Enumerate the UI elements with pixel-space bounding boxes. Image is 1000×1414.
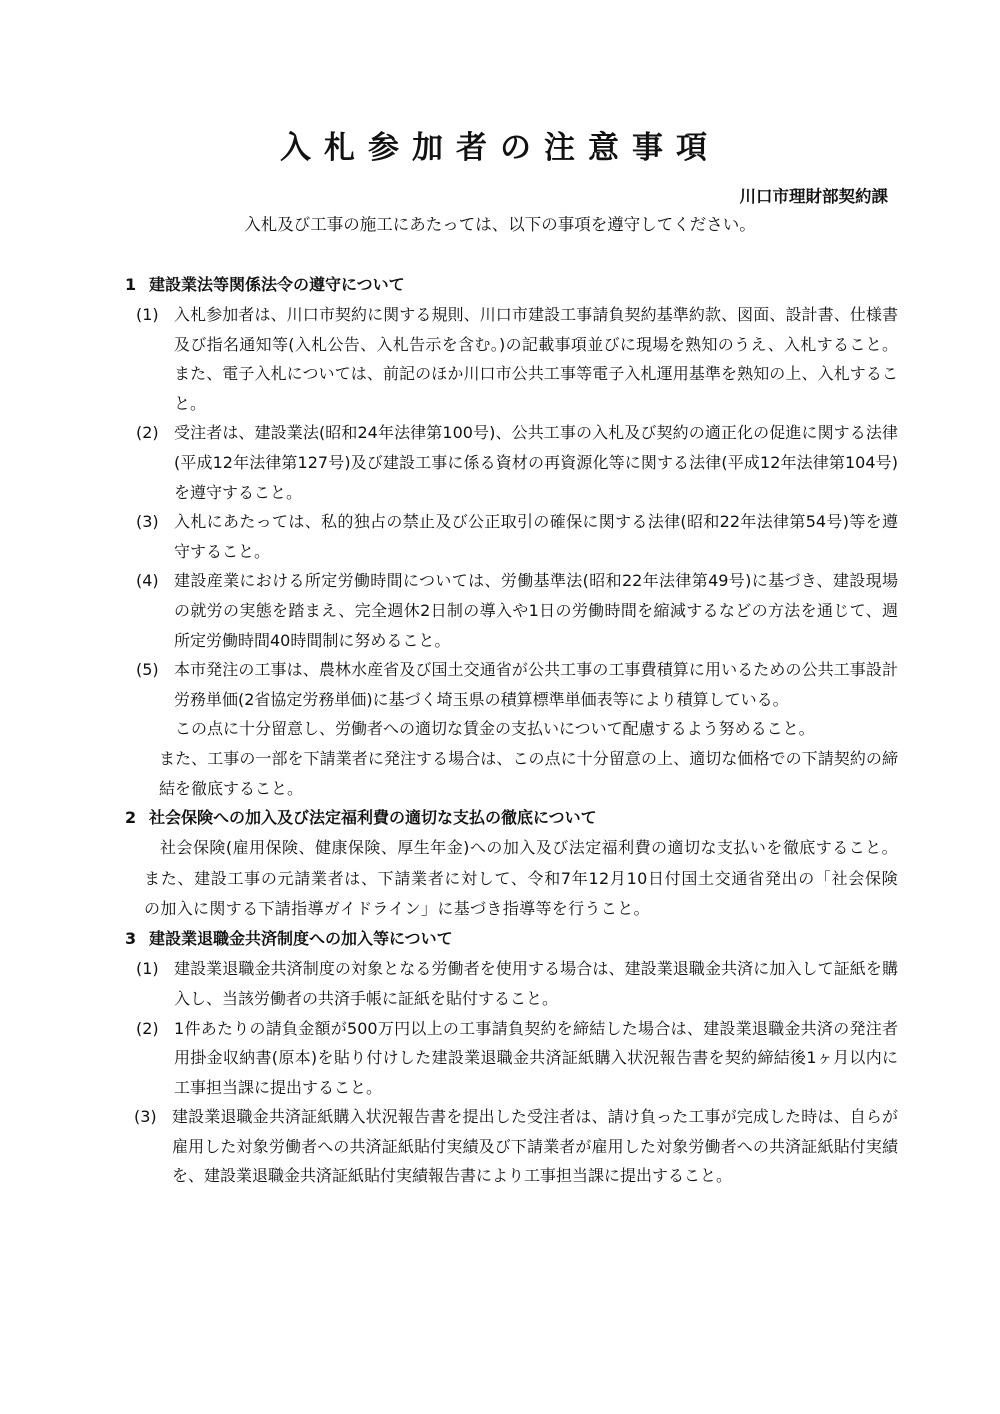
- intro-text: 入札及び工事の施工にあたっては、以下の事項を遵守してください。: [244, 215, 756, 234]
- document-body: [120, 270, 898, 1191]
- item-number: (3): [136, 512, 159, 532]
- section-title: 社会保険への加入及び法定福利費の適切な支払の徹底について: [149, 808, 597, 828]
- section-number: 3: [125, 929, 137, 949]
- document-title: 入札参加者の注意事項: [280, 130, 720, 166]
- item-number: (4): [136, 571, 159, 591]
- list-item: [120, 300, 898, 418]
- list-item: [120, 1102, 898, 1191]
- item-text: 1件あたりの請負金額が500万円以上の工事請負契約を締結した場合は、建設業退職金共済の発注者用掛金収納書(原本)を貼り付けした建設業退職金共済証紙購入状況報告書を契約締結後1ヶ月以内に工事担当課に提出すること。: [174, 1018, 898, 1097]
- item-number: (1): [136, 959, 159, 979]
- list-item: [120, 418, 898, 507]
- section-title: 建設業退職金共済制度への加入等について: [149, 929, 453, 949]
- section-1: [120, 270, 898, 803]
- item-number: (2): [136, 1018, 159, 1038]
- item-text: 入札参加者は、川口市契約に関する規則、川口市建設工事請負契約基準約款、図面、設計書、仕様書及び指名通知等(入札公告、入札告示を含む。)の記載事項並びに現場を熟知のうえ、入札すること。また、電子入札については、前記のほか川口市公共工事等電子入札運用基準を熟知の上、入札すること。: [174, 305, 898, 413]
- list-item: [120, 954, 898, 1013]
- section-title: 建設業法等関係法令の遵守について: [149, 275, 405, 294]
- item-text: 入札にあたっては、私的独占の禁止及び公正取引の確保に関する法律(昭和22年法律第54号)等を遵守すること。: [174, 512, 898, 561]
- section-heading: [120, 803, 898, 833]
- note-paragraph: また、工事の一部を下請業者に発注する場合は、この点に十分留意の上、適切な価格での下請契約の締結を徹底すること。: [159, 748, 898, 798]
- section-number: 2: [125, 808, 137, 828]
- item-number: (5): [136, 660, 159, 680]
- list-item: [120, 1014, 898, 1103]
- item-number: (1): [136, 305, 159, 324]
- list-item: [120, 507, 898, 566]
- item-text: 建設産業における所定労働時間については、労働基準法(昭和22年法律第49号)に基づき、建設現場の就労の実態を踏まえ、完全週休2日制の導入や1日の労働時間を縮減するなどの方法を通じて、週所定労働時間40時間制に努めること。: [174, 571, 898, 650]
- item-text: 受注者は、建設業法(昭和24年法律第100号)、公共工事の入札及び契約の適正化の促進に関する法律(平成12年法律第127号)及び建設工事に係る資材の再資源化等に関する法律(平成12年法律第104号)を遵守すること。: [174, 423, 898, 502]
- section-heading: [120, 924, 898, 954]
- item-text: 建設業退職金共済証紙購入状況報告書を提出した受注者は、請け負った工事が完成した時は、自らが雇用した対象労働者への共済証紙貼付実績及び下請業者が雇用した対象労働者への共済証紙貼付実績を、建設業退職金共済証紙貼付実績報告書により工事担当課に提出すること。: [172, 1107, 898, 1186]
- item-text: 建設業退職金共済制度の対象となる労働者を使用する場合は、建設業退職金共済に加入して証紙を購入し、当該労働者の共済手帳に証紙を貼付すること。: [174, 959, 898, 1008]
- list-item: [120, 655, 898, 714]
- item-number: (3): [134, 1107, 157, 1127]
- section-2: [120, 803, 898, 924]
- section-number: 1: [125, 275, 137, 294]
- section-heading: [120, 270, 898, 300]
- item-text: 本市発注の工事は、農林水産省及び国土交通省が公共工事の工事費積算に用いるための公共工事設計労務単価(2省協定労務単価)に基づく埼玉県の積算標準単価表等により積算している。: [174, 660, 898, 709]
- list-item: [120, 566, 898, 655]
- department-name: 川口市理財部契約課: [739, 187, 888, 206]
- section-3: [120, 924, 898, 1191]
- section-body: 社会保険(雇用保険、健康保険、厚生年金)への加入及び法定福利費の適切な支払いを徹底すること。また、建設工事の元請業者は、下請業者に対して、令和7年12月10日付国土交通省発出の「社会保険の加入に関する下請指導ガイドライン」に基づき指導等を行うこと。: [144, 838, 898, 918]
- item-number: (2): [136, 423, 159, 443]
- note-paragraph: この点に十分留意し、労働者への適切な賃金の支払いについて配慮するよう努めること。: [175, 719, 815, 739]
